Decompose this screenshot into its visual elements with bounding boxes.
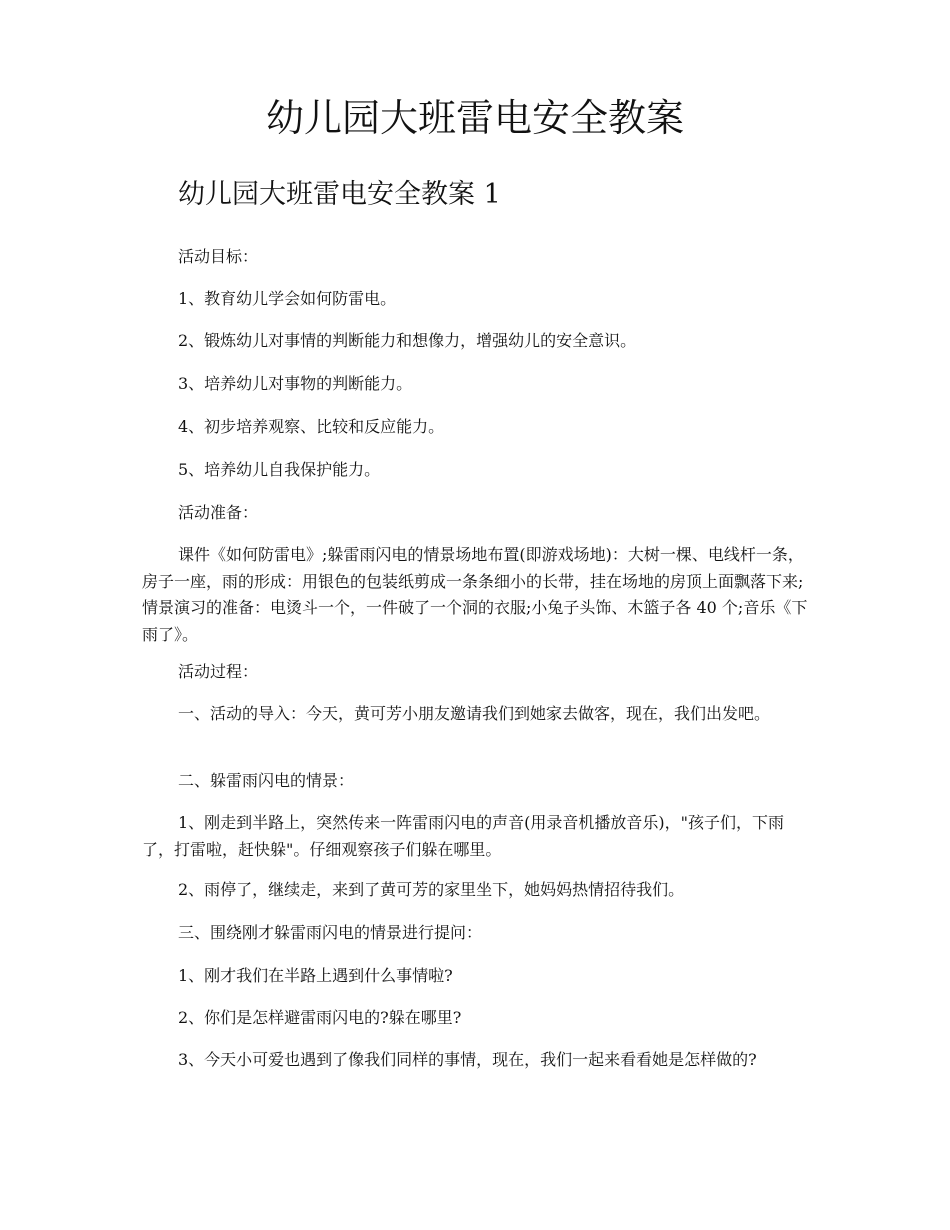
paragraph-goal-5: 5、培养幼儿自我保护能力。 [178, 460, 381, 479]
paragraph-goal-1: 1、教育幼儿学会如何防雷电。 [178, 289, 397, 308]
paragraph-step-3-heading: 三、围绕刚才躲雷雨闪电的情景进行提问： [178, 923, 483, 942]
paragraph-step-2-item-2: 2、雨停了，继续走，来到了黄可芳的家里坐下，她妈妈热情招待我们。 [178, 880, 685, 899]
paragraph-step-2-heading: 二、躲雷雨闪电的情景： [178, 771, 355, 790]
paragraph-step-2-item-1: 1、刚走到半路上，突然传来一阵雷雨闪电的声音(用录音机播放音乐)，"孩子们，下雨了，打雷啦，赶快躲"。仔细观察孩子们躲在哪里。 [142, 813, 785, 859]
paragraph-question-3: 3、今天小可爱也遇到了像我们同样的事情，现在，我们一起来看看她是怎样做的? [178, 1050, 757, 1069]
paragraph-question-1: 1、刚才我们在半路上遇到什么事情啦? [178, 966, 453, 985]
paragraph-goal-3: 3、培养幼儿对事物的判断能力。 [178, 374, 413, 393]
paragraph-question-2: 2、你们是怎样避雷雨闪电的?躲在哪里? [178, 1008, 462, 1027]
paragraph-prep-heading: 活动准备： [178, 503, 259, 522]
paragraph-goal-heading: 活动目标： [178, 247, 259, 266]
paragraph-step-1: 一、活动的导入：今天，黄可芳小朋友邀请我们到她家去做客，现在，我们出发吧。 [178, 704, 771, 723]
paragraph-process-heading: 活动过程： [178, 662, 259, 681]
paragraph-prep-body: 课件《如何防雷电》;躲雷雨闪电的情景场地布置(即游戏场地)：大树一棵、电线杆一条，房子一座，雨的形成：用银色的包装纸剪成一条条细小的长带，挂在场地的房顶上面飘落下来;情景演习的准备：电烫斗一个，一件破了一个洞的衣服;小兔子头饰、木篮子各 40 个;音乐《下雨了》。 [142, 545, 808, 644]
paragraph-goal-4: 4、初步培养观察、比较和反应能力。 [178, 417, 445, 436]
section-title: 幼儿园大班雷电安全教案 1 [178, 179, 501, 210]
document-title: 幼儿园大班雷电安全教案 [265, 96, 684, 140]
paragraph-goal-2: 2、锻炼幼儿对事情的判断能力和想像力，增强幼儿的安全意识。 [178, 331, 637, 350]
